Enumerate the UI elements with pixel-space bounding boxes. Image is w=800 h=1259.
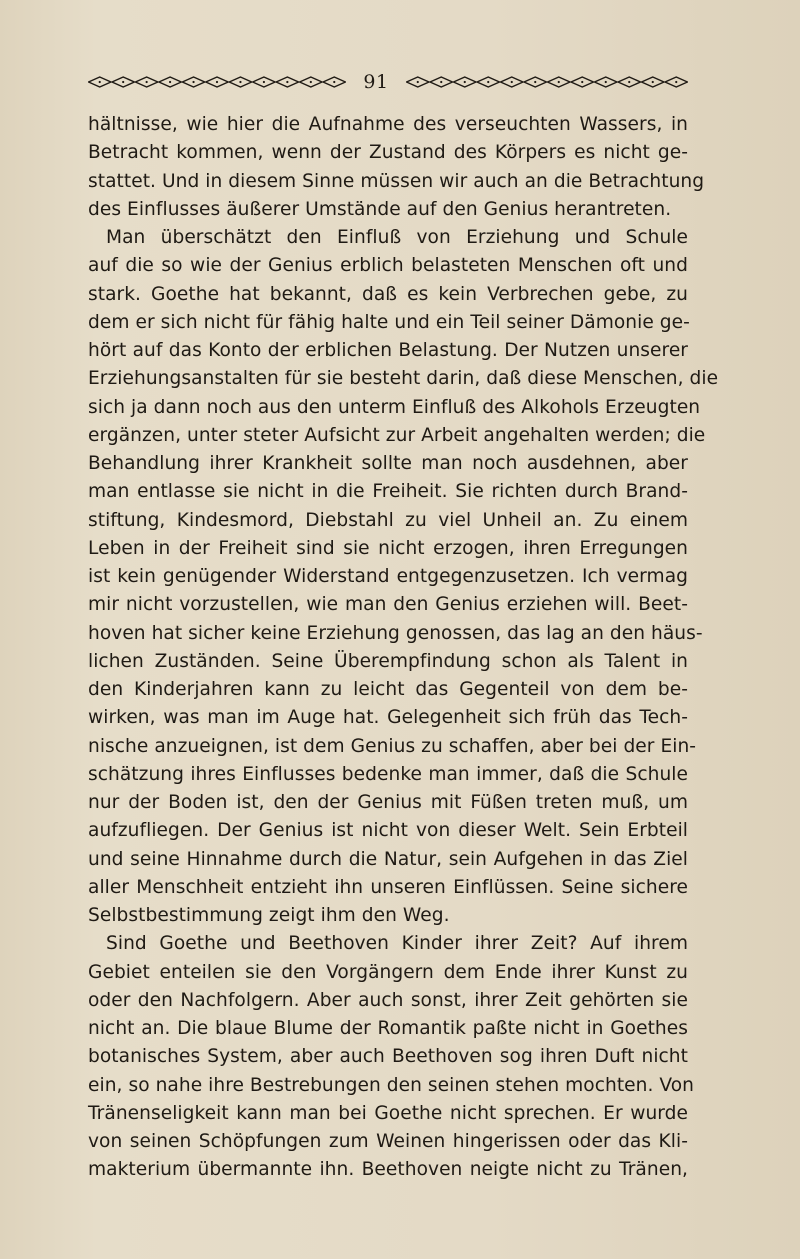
text-line: nicht an. Die blaue Blume der Romantik paßte nicht in Goethes xyxy=(88,1018,688,1039)
right-ornament-icon xyxy=(406,75,688,89)
text-line: aufzufliegen. Der Genius ist nicht von dieser Welt. Sein Erbteil xyxy=(88,820,688,842)
diamond-dot-icon xyxy=(534,81,536,83)
text-line: hört auf das Konto der erblichen Belastung. Der Nutzen unserer xyxy=(88,340,688,361)
paragraph-first-line: Sind Goethe und Beethoven Kinder ihrer Zeit? Auf ihrem xyxy=(106,933,688,955)
diamond-dot-icon xyxy=(286,81,288,83)
text-line: hältnisse, wie hier die Aufnahme des verseuchten Wassers, in xyxy=(88,114,688,135)
text-line: Leben in der Freiheit sind sie nicht erzogen, ihren Erregungen xyxy=(88,537,688,559)
body-text xyxy=(88,111,719,1185)
text-line: mir nicht vorzustellen, wie man den Genius erziehen will. Beet- xyxy=(88,594,688,616)
diamond-dot-icon xyxy=(263,81,265,83)
text-line: ergänzen, unter steter Aufsicht zur Arbeit angehalten werden; die xyxy=(88,424,706,446)
text-line: Tränenseligkeit kann man bei Goethe nicht sprechen. Er wurde xyxy=(88,1102,688,1124)
diamond-dot-icon xyxy=(192,81,194,83)
text-line: Erziehungsanstalten für sie besteht darin, daß diese Menschen, die xyxy=(88,368,719,390)
text-line: Betracht kommen, wenn der Zustand des Körpers es nicht ge- xyxy=(88,142,688,164)
diamond-dot-icon xyxy=(628,81,630,83)
text-line: stiftung, Kindesmord, Diebstahl zu viel Unheil an. Zu einem xyxy=(88,509,688,531)
text-line: von seinen Schöpfungen zum Weinen hingerissen oder das Kli- xyxy=(88,1131,688,1152)
text-line: schätzung ihres Einflusses bedenke man immer, daß die Schule xyxy=(88,763,688,785)
text-line: ein, so nahe ihre Bestrebungen den seinen stehen mochten. Von xyxy=(88,1074,694,1096)
running-header xyxy=(88,68,688,96)
diamond-dot-icon xyxy=(464,81,466,83)
text-line: botanisches System, aber auch Beethoven sog ihren Duft nicht xyxy=(88,1046,688,1068)
diamond-dot-icon xyxy=(675,81,677,83)
text-line: nur der Boden ist, den der Genius mit Füßen treten muß, um xyxy=(88,792,688,813)
text-line: nische anzueignen, ist dem Genius zu schaffen, aber bei der Ein- xyxy=(88,735,697,757)
text-line: des Einflusses äußerer Umstände auf den Genius herantreten. xyxy=(88,198,672,220)
diamond-dot-icon xyxy=(558,81,560,83)
diamond-dot-icon xyxy=(652,81,654,83)
diamond-dot-icon xyxy=(99,81,101,83)
diamond-dot-icon xyxy=(146,81,148,83)
text-line: Gebiet enteilen sie den Vorgängern dem Ende ihrer Kunst zu xyxy=(88,961,688,983)
text-line: Behandlung ihrer Krankheit sollte man noch ausdehnen, aber xyxy=(88,453,688,474)
text-line: man entlasse sie nicht in die Freiheit. Sie richten durch Brand- xyxy=(88,481,688,503)
diamond-dot-icon xyxy=(487,81,489,83)
diamond-dot-icon xyxy=(511,81,513,83)
text-line: hoven hat sicher keine Erziehung genossen, das lag an den häus- xyxy=(88,622,703,644)
diamond-dot-icon xyxy=(417,81,419,83)
diamond-dot-icon xyxy=(333,81,335,83)
left-ornament-icon xyxy=(88,75,346,89)
diamond-dot-icon xyxy=(581,81,583,83)
page-number: 91 xyxy=(363,71,389,93)
diamond-dot-icon xyxy=(216,81,218,83)
text-line: sich ja dann noch aus den unterm Einfluß des Alkohols Erzeugten xyxy=(88,396,701,418)
text-line: lichen Zuständen. Seine Überempfindung schon als Talent in xyxy=(88,650,688,672)
text-line: stark. Goethe hat bekannt, daß es kein Verbrechen gebe, zu xyxy=(88,283,688,305)
text-line: den Kinderjahren kann zu leicht das Gegenteil von dem be- xyxy=(88,679,688,700)
text-line: stattet. Und in diesem Sinne müssen wir auch an die Betrachtung xyxy=(88,170,705,192)
text-line: auf die so wie der Genius erblich belasteten Menschen oft und xyxy=(88,255,688,277)
text-line: makterium übermannte ihn. Beethoven neigte nicht zu Tränen, xyxy=(88,1159,688,1181)
text-line: Selbstbestimmung zeigt ihm den Weg. xyxy=(88,905,450,926)
text-line: dem er sich nicht für fähig halte und ein Teil seiner Dämonie ge- xyxy=(88,311,690,333)
diamond-dot-icon xyxy=(239,81,241,83)
diamond-dot-icon xyxy=(169,81,171,83)
text-line: ist kein genügender Widerstand entgegenzusetzen. Ich vermag xyxy=(88,566,688,587)
diamond-dot-icon xyxy=(605,81,607,83)
text-line: oder den Nachfolgern. Aber auch sonst, ihrer Zeit gehörten sie xyxy=(88,989,688,1011)
text-line: und seine Hinnahme durch die Natur, sein Aufgehen in das Ziel xyxy=(88,848,688,870)
diamond-dot-icon xyxy=(440,81,442,83)
text-line: wirken, was man im Auge hat. Gelegenheit sich früh das Tech- xyxy=(88,707,688,729)
diamond-dot-icon xyxy=(310,81,312,83)
paragraph-first-line: Man überschätzt den Einfluß von Erziehung und Schule xyxy=(106,227,688,248)
text-line: aller Menschheit entzieht ihn unseren Einflüssen. Seine sichere xyxy=(88,876,688,898)
diamond-dot-icon xyxy=(122,81,124,83)
